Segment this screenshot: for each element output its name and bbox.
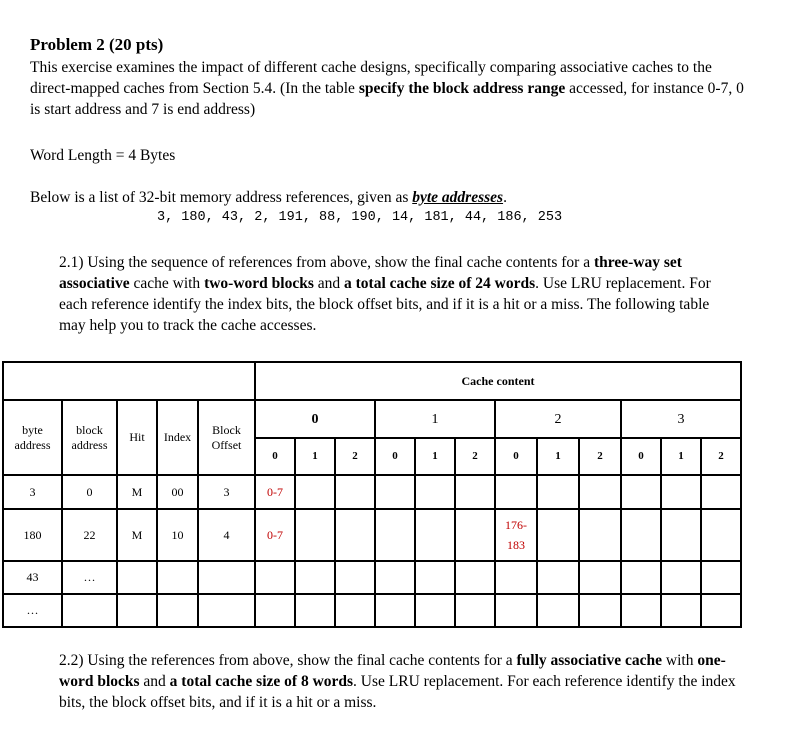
way-header: 0 [255, 438, 295, 475]
cache-cell-s2-w0: 176-183 [495, 509, 537, 561]
index-header: Index [157, 400, 198, 475]
byte-address-cell: 3 [3, 475, 62, 509]
cache-cell [537, 475, 579, 509]
hit-cell: M [117, 509, 157, 561]
block-address-cell: … [62, 561, 117, 594]
block-address-cell: 0 [62, 475, 117, 509]
byte-address-header: byte address [3, 400, 62, 475]
cache-cell [537, 509, 579, 561]
cache-cell [579, 509, 621, 561]
hit-header: Hit [117, 400, 157, 475]
problem-title: Problem 2 (20 pts) [30, 35, 164, 54]
hit-cell [117, 561, 157, 594]
q22-text-2: with [662, 652, 698, 669]
hit-cell [117, 594, 157, 627]
set-2-header: 2 [495, 400, 621, 438]
intro-text-2: accessed, for instance 0-7, 0 is start address and 7 is end address) [30, 80, 744, 118]
offset-cell: 3 [198, 475, 255, 509]
cache-cell [295, 509, 335, 561]
block-offset-header: Block Offset [198, 400, 255, 475]
table-row [3, 509, 741, 561]
cache-cell [537, 594, 579, 627]
cache-cell [661, 475, 701, 509]
cache-cell [701, 475, 741, 509]
byte-address-cell: … [3, 594, 62, 627]
offset-cell [198, 594, 255, 627]
block-address-cell [62, 594, 117, 627]
way-header: 0 [375, 438, 415, 475]
cache-cell-s0-w0: 0-7 [255, 475, 295, 509]
q22-text-1: 2.2) Using the references from above, show the final cache contents for a [59, 652, 517, 669]
cache-cell [375, 509, 415, 561]
q22-text-3: and [139, 673, 170, 690]
cache-cell [335, 509, 375, 561]
table-row [3, 594, 741, 627]
cache-content-header: Cache content [255, 362, 741, 400]
cache-cell [661, 561, 701, 594]
cache-cell [455, 475, 495, 509]
index-cell [157, 594, 198, 627]
way-header: 2 [579, 438, 621, 475]
cache-cell [295, 475, 335, 509]
way-header: 1 [661, 438, 701, 475]
cache-cell [701, 594, 741, 627]
intro-bold: specify the block address range [358, 80, 566, 97]
cache-cell [661, 594, 701, 627]
cache-cell [621, 561, 661, 594]
cache-cell-s0-w0 [255, 561, 295, 594]
cache-cell [455, 509, 495, 561]
intro-text-1: This exercise examines the impact of different cache designs, specifically comparing associative caches to the direct-mapped caches from Section 5.4. (In the table [30, 59, 712, 97]
index-cell: 00 [157, 475, 198, 509]
table-row [3, 561, 741, 594]
cache-cell-s2-w0 [495, 475, 537, 509]
cache-cell [415, 509, 455, 561]
set-3-header: 3 [621, 400, 741, 438]
offset-cell [198, 561, 255, 594]
cache-cell [375, 561, 415, 594]
way-header: 2 [455, 438, 495, 475]
way-header: 0 [621, 438, 661, 475]
cache-cell [415, 561, 455, 594]
index-cell: 10 [157, 509, 198, 561]
cache-table [2, 361, 742, 628]
q22-bold-3: a total cache size of 8 words [169, 673, 354, 690]
q21-bold-3: a total cache size of 24 words [344, 275, 536, 292]
cache-cell-s2-w0 [495, 594, 537, 627]
cache-cell [415, 594, 455, 627]
cache-cell [661, 509, 701, 561]
question-2-1 [59, 252, 739, 336]
offset-cell: 4 [198, 509, 255, 561]
q21-bold-2: two-word blocks [204, 275, 314, 292]
cache-cell [701, 561, 741, 594]
cache-cell [335, 561, 375, 594]
header-blank [3, 362, 255, 400]
way-header: 1 [537, 438, 579, 475]
address-references: 3, 180, 43, 2, 191, 88, 190, 14, 181, 44, 186, 253 [157, 210, 563, 225]
problem-intro [30, 57, 745, 120]
set-1-header: 1 [375, 400, 495, 438]
cache-cell [455, 561, 495, 594]
way-header: 0 [495, 438, 537, 475]
byte-address-cell: 180 [3, 509, 62, 561]
word-length: Word Length = 4 Bytes [30, 147, 176, 164]
block-address-header: block address [62, 400, 117, 475]
cache-cell [579, 561, 621, 594]
q21-bold-1: three-way set associative [59, 254, 682, 292]
cache-cell [537, 561, 579, 594]
cache-cell [295, 594, 335, 627]
cache-cell-s2-w0 [495, 561, 537, 594]
hit-cell: M [117, 475, 157, 509]
cache-cell [455, 594, 495, 627]
q22-bold-2: one-word blocks [59, 652, 726, 690]
cache-cell [375, 594, 415, 627]
cache-cell-s0-w0: 0-7 [255, 509, 295, 561]
cache-cell [375, 475, 415, 509]
index-cell [157, 561, 198, 594]
cache-cell [335, 594, 375, 627]
refs-intro-em: byte addresses [412, 189, 504, 206]
cache-cell-s0-w0 [255, 594, 295, 627]
q22-text-4: . Use LRU replacement. For each reference identify the index bits, the block offset bits, and if it is a hit or a miss. [59, 673, 736, 711]
way-header: 2 [701, 438, 741, 475]
cache-cell [621, 475, 661, 509]
cache-cell [701, 509, 741, 561]
cache-cell [579, 594, 621, 627]
way-header: 1 [295, 438, 335, 475]
refs-intro-text: Below is a list of 32-bit memory address references, given as [30, 189, 413, 206]
way-header: 1 [415, 438, 455, 475]
byte-address-cell: 43 [3, 561, 62, 594]
q21-text-2: cache with [129, 275, 205, 292]
refs-intro [30, 187, 507, 208]
set-0-header: 0 [255, 400, 375, 438]
cache-cell [335, 475, 375, 509]
table-row [3, 475, 741, 509]
refs-intro-end: . [503, 189, 507, 206]
block-address-cell: 22 [62, 509, 117, 561]
q21-text-1: 2.1) Using the sequence of references from above, show the final cache contents for a [59, 254, 594, 271]
cache-cell [621, 594, 661, 627]
question-2-2 [59, 650, 739, 713]
q21-text-4: . Use LRU replacement. For each reference identify the index bits, the block offset bits, and if it is a hit or a miss. The following table may help you to track the cache accesses. [59, 275, 711, 334]
cache-cell [295, 561, 335, 594]
q21-text-3: and [313, 275, 344, 292]
q22-bold-1: fully associative cache [516, 652, 663, 669]
cache-cell [621, 509, 661, 561]
way-header: 2 [335, 438, 375, 475]
cache-cell [579, 475, 621, 509]
cache-cell [415, 475, 455, 509]
